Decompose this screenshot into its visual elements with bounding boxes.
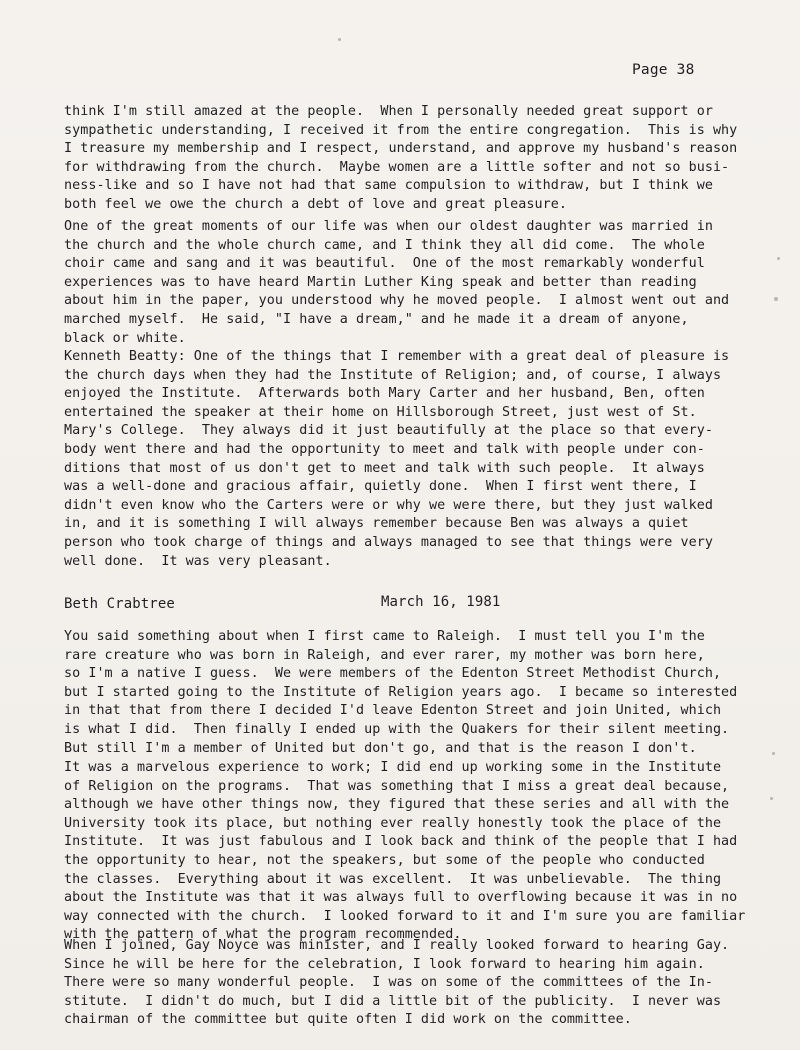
paper-speck	[774, 297, 778, 301]
text-line: about the Institute was that it was always full to overflowing because it was in no	[64, 890, 738, 906]
text-line: person who took charge of things and always managed to see that things were very	[64, 534, 713, 550]
text-line: was a well-done and gracious affair, quietly done. When I first went there, I	[64, 479, 697, 495]
text-line: You said something about when I first came to Raleigh. I must tell you I'm the	[64, 629, 705, 644]
text-line: chairman of the committee but quite often I did work on the committee.	[64, 1012, 632, 1028]
paragraph-6	[64, 937, 776, 1030]
text-line: of Religion on the programs. That was something that I miss a great deal because,	[64, 778, 730, 794]
text-line: the church and the whole church came, and I think they all did come. The whole	[64, 237, 705, 253]
text-line: black or white.	[64, 330, 186, 346]
text-line: enjoyed the Institute. Afterwards both Mary Carter and her husband, Ben, often	[64, 386, 705, 402]
paragraph-4	[64, 628, 776, 758]
text-line: is what I did. Then finally I ended up with the Quakers for their silent meeting.	[64, 721, 730, 737]
text-line: But still I'm a member of United but don't go, and that is the reason I don't.	[64, 740, 697, 756]
text-line: the opportunity to hear, not the speakers, but some of the people who conducted	[64, 852, 705, 868]
text-line: although we have other things now, they figured that these series and all with the	[64, 797, 730, 813]
paper-speck	[772, 752, 775, 755]
text-line: think I'm still amazed at the people. When I personally needed great support or	[64, 104, 713, 119]
text-line: experiences was to have heard Martin Luther King speak and better than reading	[64, 274, 697, 290]
paragraph-2	[64, 218, 776, 348]
text-line: sympathetic understanding, I received it from the entire congregation. This is why	[64, 122, 738, 138]
text-line: didn't even know who the Carters were or why we were there, but they just walked	[64, 497, 713, 513]
text-line: the church days when they had the Institute of Religion; and, of course, I always	[64, 367, 722, 383]
text-line: One of the great moments of our life was when our oldest daughter was married in	[64, 219, 713, 234]
text-line: There were so many wonderful people. I was on some of the committees of the In-	[64, 975, 713, 991]
text-line: I treasure my membership and I respect, understand, and approve my husband's reason	[64, 141, 738, 157]
text-line: Kenneth Beatty: One of the things that I remember with a great deal of pleasure is	[64, 349, 730, 364]
text-line: well done. It was very pleasant.	[64, 553, 332, 569]
text-line: When I joined, Gay Noyce was minister, and I really looked forward to hearing Gay.	[64, 938, 730, 953]
text-line: way connected with the church. I looked forward to it and I'm sure you are familiar	[64, 908, 746, 924]
page-number: Page 38	[632, 62, 695, 78]
paper-speck	[770, 797, 773, 800]
text-line: the classes. Everything about it was excellent. It was unbelievable. The thing	[64, 871, 722, 887]
text-line: Institute. It was just fabulous and I look back and think of the people that I had	[64, 834, 738, 850]
text-line: ditions that most of us don't get to meet and talk with such people. It always	[64, 460, 705, 476]
text-line: for withdrawing from the church. Maybe women are a little softer and not so busi-	[64, 159, 730, 175]
text-line: body went there and had the opportunity to meet and talk with people under con-	[64, 441, 705, 457]
paragraph-5	[64, 759, 776, 945]
text-line: ness-like and so I have not had that same compulsion to withdraw, but I think we	[64, 178, 713, 194]
text-line: in that that from there I decided I'd leave Edenton Street and join United, which	[64, 703, 722, 719]
paper-speck	[777, 257, 780, 260]
text-line: about him in the paper, you understood why he moved people. I almost went out and	[64, 293, 730, 309]
text-line: but I started going to the Institute of Religion years ago. I became so interested	[64, 684, 738, 700]
text-line: choir came and sang and it was beautiful. One of the most remarkably wonderful	[64, 256, 705, 272]
text-line: Mary's College. They always did it just beautifully at the place so that every-	[64, 423, 713, 439]
text-line: It was a marvelous experience to work; I did end up working some in the Institute	[64, 760, 722, 775]
text-line: rare creature who was born in Raleigh, and ever rarer, my mother was born here,	[64, 647, 705, 663]
text-line: both feel we owe the church a debt of love and great pleasure.	[64, 196, 567, 212]
text-line: stitute. I didn't do much, but I did a little bit of the publicity. I never was	[64, 993, 722, 1009]
speaker-name: Beth Crabtree	[64, 596, 175, 612]
text-line: in, and it is something I will always remember because Ben was always a quiet	[64, 516, 689, 532]
paragraph-1	[64, 103, 776, 215]
text-line: Since he will be here for the celebration, I look forward to hearing him again.	[64, 956, 705, 972]
text-line: entertained the speaker at their home on Hillsborough Street, just west of St.	[64, 404, 697, 420]
text-line: with the pattern of what the program recommended.	[64, 927, 462, 943]
paper-speck	[338, 38, 341, 41]
text-line: marched myself. He said, "I have a dream," and he made it a dream of anyone,	[64, 311, 689, 327]
text-line: University took its place, but nothing ever really honestly took the place of the	[64, 815, 722, 831]
paragraph-3	[64, 348, 776, 571]
interview-date: March 16, 1981	[381, 594, 501, 610]
text-line: so I'm a native I guess. We were members of the Edenton Street Methodist Church,	[64, 666, 722, 682]
